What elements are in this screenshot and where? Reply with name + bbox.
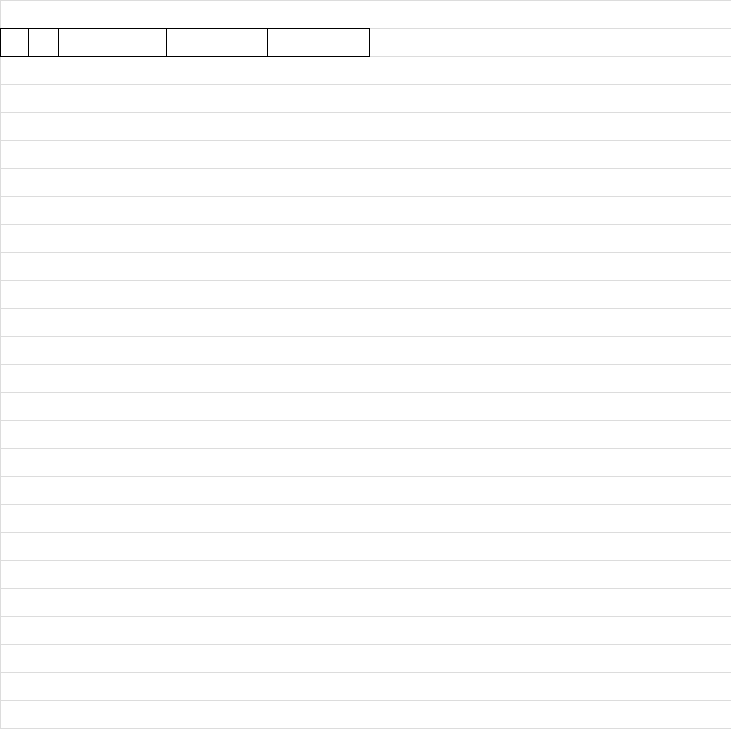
header-waku (1, 29, 29, 57)
header-damsire (268, 29, 370, 57)
header-umaban (29, 29, 59, 57)
entry-table (0, 28, 370, 57)
entry-table-header (1, 29, 370, 57)
header-sire (167, 29, 268, 57)
header-horse (59, 29, 167, 57)
